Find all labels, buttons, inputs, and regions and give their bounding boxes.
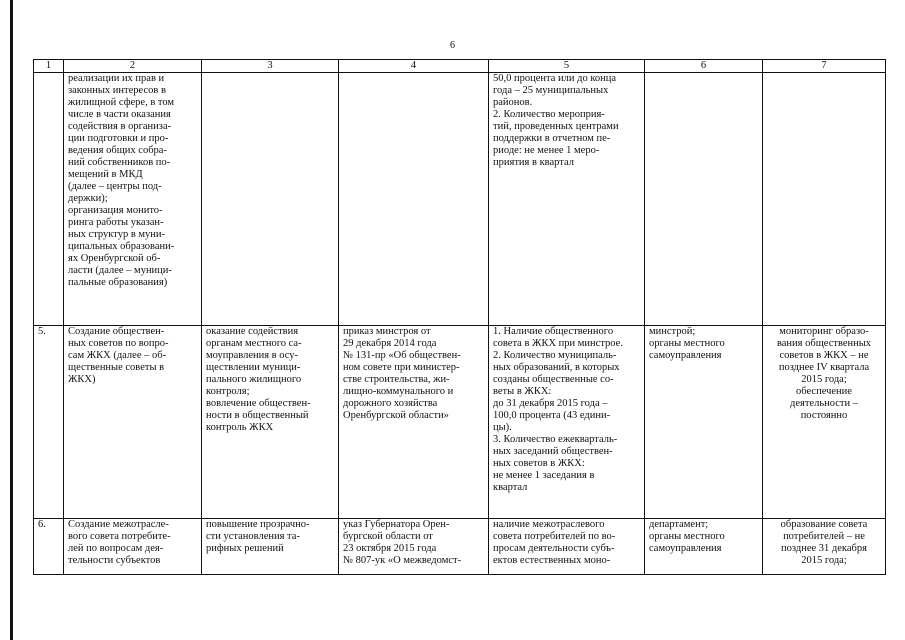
measure-name-cell: Создание межотрасле- вого совета потребите- лей по вопросам дея- тельности субъектов xyxy=(64,519,202,575)
measure-name-cell: Создание обществен- ных советов по вопро- сам ЖКХ (далее – об- щественные советы в ЖКХ) xyxy=(64,326,202,519)
row-number: 6. xyxy=(34,519,64,575)
indicator-cell: наличие межотраслевого совета потребителей по во- просам деятельности субъ- ектов естественных моно- xyxy=(489,519,645,575)
column-header: 3 xyxy=(202,60,339,73)
table-row xyxy=(34,519,886,575)
indicator-cell: 1. Наличие общественного совета в ЖКХ при минстрое. 2. Количество муниципаль- ных образований, в которых созданы общественные со- веты в ЖКХ: до 31 декабря 2015 года – 100,0 процента (43 едини- цы). 3. Количество ежекварталь- ных заседаний обществен- ных советов в ЖКХ: не менее 1 заседания в квартал xyxy=(489,326,645,519)
column-header: 6 xyxy=(645,60,763,73)
row-number xyxy=(34,73,64,326)
deadline-cell xyxy=(763,73,886,326)
goal-cell: повышение прозрачно- сти установления та- рифных решений xyxy=(202,519,339,575)
column-header: 2 xyxy=(64,60,202,73)
legal-act-cell: приказ минстроя от 29 декабря 2014 года № 131-пр «Об обществен- ном совете при министер- стве строительства, жи- лищно-коммунального и дорожного хозяйства Оренбургской области» xyxy=(339,326,489,519)
table-header-row xyxy=(34,60,886,73)
legal-act-cell xyxy=(339,73,489,326)
responsible-cell xyxy=(645,73,763,326)
column-header: 1 xyxy=(34,60,64,73)
table-row xyxy=(34,326,886,519)
row-number: 5. xyxy=(34,326,64,519)
column-header: 7 xyxy=(763,60,886,73)
goal-cell xyxy=(202,73,339,326)
column-header: 4 xyxy=(339,60,489,73)
page-number: 6 xyxy=(450,40,455,51)
document-table xyxy=(33,59,886,575)
left-margin-rule xyxy=(10,0,13,640)
indicator-cell: 50,0 процента или до конца года – 25 муниципальных районов. 2. Количество мероприя- тий, проведенных центрами поддержки в отчетном пе- риоде: не менее 1 меро- приятия в квартал xyxy=(489,73,645,326)
table-row xyxy=(34,73,886,326)
measure-name-cell: реализации их прав и законных интересов в жилищной сфере, в том числе в части оказания содействия в организа- ции подготовки и про- ведения общих собра- ний собственников по- мещений в МКД (далее – центры под- держки); организация монито- ринга работы указан- ных структур в муни- ципальных образовани- ях Оренбургской об- ласти (далее – муници- пальные образования) xyxy=(64,73,202,326)
legal-act-cell: указ Губернатора Орен- бургской области от 23 октября 2015 года № 807-ук «О межведомст- xyxy=(339,519,489,575)
responsible-cell: минстрой; органы местного самоуправления xyxy=(645,326,763,519)
deadline-cell: мониторинг образо- вания общественных советов в ЖКХ – не позднее IV квартала 2015 года; обеспечение деятельности – постоянно xyxy=(763,326,886,519)
responsible-cell: департамент; органы местного самоуправления xyxy=(645,519,763,575)
goal-cell: оказание содействия органам местного са- моуправления в осу- ществлении муници- пального жилищного контроля; вовлечение обществен- ности в общественный контроль ЖКХ xyxy=(202,326,339,519)
deadline-cell: образование совета потребителей – не позднее 31 декабря 2015 года; xyxy=(763,519,886,575)
column-header: 5 xyxy=(489,60,645,73)
